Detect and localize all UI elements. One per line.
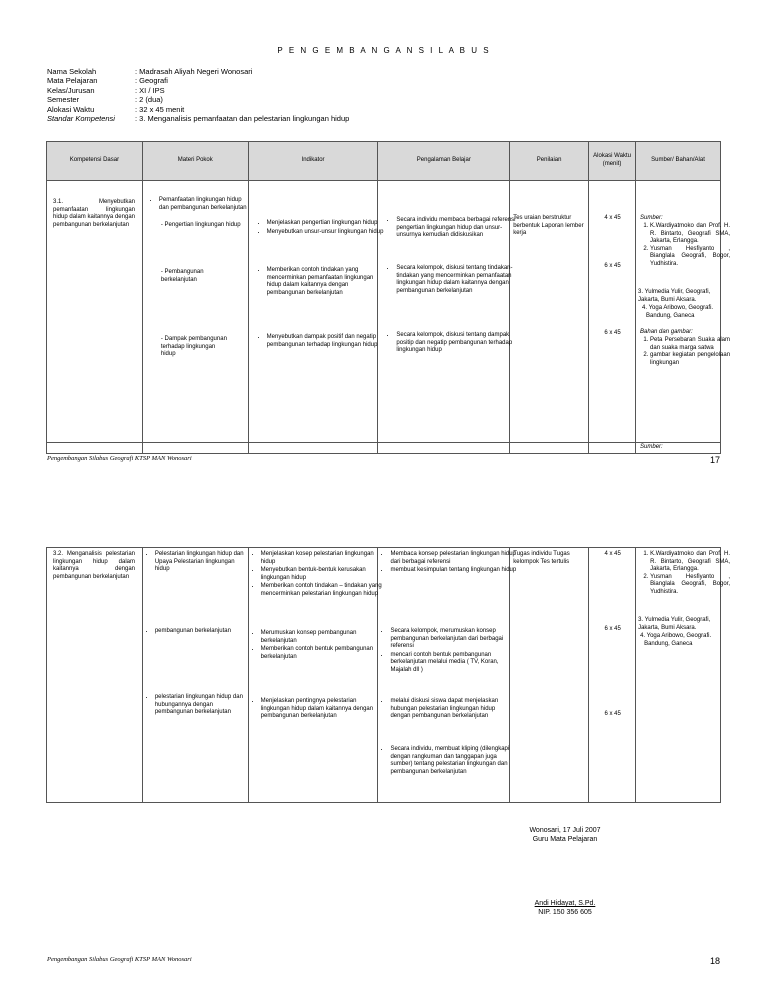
empty-cell	[510, 443, 589, 454]
sumber-item: 3. Yulmedia Yulir, Geografi, Jakarta, Bumi Aksara.	[638, 617, 711, 631]
sumber-item: 2. Yusman Hesfiyanto , Bianglala Geografi, Bogor, Yudhistira.	[650, 574, 730, 597]
col-header-sumber: Sumber/ Bahan/Alat	[636, 142, 721, 181]
pengalaman-item: • Secara kelompok, diskusi tentang tindakan-tindakan yang mencerminkan pemanfaatan lingkungan hidup dalam kaitannya dengan pembangunan berkelanjutan	[396, 265, 516, 295]
syllabus-table-page1	[46, 141, 731, 454]
pengalaman-list	[384, 332, 516, 356]
pengalaman-item: • Membaca konsep pelestarian lingkungan hidup dari berbagai referensi	[390, 551, 516, 566]
pengalaman-list	[384, 265, 516, 296]
indikator-item: • Menjelaskan pentingnya pelestarian lingkungan hidup dalam kaitannya dengan pembangunan berkelanjutan	[261, 698, 385, 721]
pengalaman-item: • Secara individu membaca berbagai referensi pengertian lingkungan hidup dan unsur-unsurnya kemudian didiskusikan	[396, 217, 516, 240]
page-number: 17	[710, 455, 721, 465]
materi-cell	[142, 181, 248, 443]
alokasi-value: 6 x 45	[604, 711, 621, 717]
materi-list	[143, 628, 245, 637]
indikator-item: • Memberikan contoh bentuk pembangunan berkelanjutan	[261, 646, 385, 661]
col-header-pengalaman: Pengalaman Belajar	[378, 142, 510, 181]
materi-list	[143, 551, 245, 575]
penilaian-cell	[510, 181, 589, 443]
sumber-item: 4. Yoga Aribowo, Geografi. Bandung, Ganeca	[642, 305, 714, 319]
footer-text: Pengembangan Silabus Geografi KTSP MAN Wonosari	[47, 455, 192, 462]
kd-text: 3.2. Menganalisis pelestarian lingkungan hidup dalam kaitannya dengan pembangunan berkelanjutan	[53, 551, 135, 580]
materi-item: • Pelestarian lingkungan hidup dan Upaya Pelestarian lingkungan hidup	[155, 551, 245, 574]
meta-row	[47, 67, 349, 76]
sumber-label: Sumber:	[640, 444, 663, 450]
pengalaman-list	[378, 746, 516, 777]
kd-cell	[47, 181, 143, 443]
sign-role: Guru Mata Pelajaran	[532, 836, 598, 843]
empty-cell	[378, 443, 510, 454]
sign-place-date: Wonosari, 17 Juli 2007	[529, 827, 601, 834]
alokasi-cell	[589, 181, 636, 443]
meta-key: Standar Kompetensi	[47, 114, 115, 124]
indikator-item: • Merumuskan konsep pembangunan berkelanjutan	[261, 630, 385, 645]
materi-list	[143, 694, 245, 718]
pengalaman-cell	[378, 548, 517, 803]
meta-key: Nama Sekolah	[47, 67, 97, 76]
indikator-list	[255, 220, 385, 237]
pengalaman-list	[384, 217, 516, 241]
sumber-cell	[636, 443, 721, 454]
meta-key: Semester	[47, 95, 80, 105]
meta-row	[47, 86, 349, 95]
sumber-list	[638, 223, 730, 269]
sumber-item: 2. Yusman Hesfiyanto , Bianglala Geografi, Bogor, Yudhistira.	[650, 246, 730, 269]
document-title: P E N G E M B A N G A N S I L A B U S	[277, 46, 491, 55]
meta-value: : XI / IPS	[135, 85, 165, 95]
penilaian-cell	[510, 548, 589, 803]
materi-item: • Pemanfaatan lingkungan hidup dan pembangunan berkelanjutan	[159, 197, 251, 212]
indikator-item: • Menjelaskan pengertian lingkungan hidup	[267, 220, 385, 228]
col-header-indikator: Indikator	[248, 142, 378, 181]
syllabus-table-page2	[46, 547, 731, 803]
sign-nip: NIP. 150 356 605	[538, 909, 592, 916]
meta-row	[47, 76, 349, 85]
indikator-item: • Menyebutkan dampak positif dan negatip pembangunan terhadap lingkungan hidup	[267, 334, 385, 349]
alokasi-value: 6 x 45	[604, 263, 621, 269]
pengalaman-item: • Secara kelompok, merumuskan konsep pembangunan berkelanjutan dari berbagai referensi	[390, 628, 516, 651]
meta-row	[47, 105, 349, 114]
empty-cell	[589, 443, 636, 454]
meta-value: : 2 (dua)	[135, 95, 163, 105]
indikator-list	[249, 551, 385, 600]
pengalaman-list	[378, 551, 516, 576]
materi-sub: - Pembangunan berkelanjutan	[160, 269, 204, 283]
alokasi-value: 6 x 45	[604, 626, 621, 632]
materi-sub: - Dampak pembangunan terhadap lingkungan hidup	[160, 336, 227, 358]
bahan-item: 2. gambar kegiatan pengelolaan lingkungan	[650, 352, 730, 367]
pengalaman-item: • Secara kelompok, diskusi tentang dampak positip dan negatip pembangunan terhadap lingkungan hidup	[396, 332, 516, 355]
indikator-list	[255, 267, 385, 298]
alokasi-value: 6 x 45	[604, 330, 621, 336]
meta-value: : Madrasah Aliyah Negeri Wonosari	[135, 67, 253, 76]
page-number: 18	[710, 956, 721, 966]
alokasi-value: 4 x 45	[604, 551, 621, 557]
empty-cell	[142, 443, 248, 454]
pengalaman-cell	[378, 181, 516, 443]
meta-key: Mata Pelajaran	[47, 76, 98, 86]
pengalaman-item: • membuat kesimpulan tentang lingkungan hidup	[390, 567, 516, 575]
meta-key: Kelas/Jurusan	[47, 85, 95, 95]
pengalaman-item: • melalui diskusi siswa dapat menjelaskan hubungan pelestarian lingkungan hidup dengan pembangunan berkelanjutan	[390, 698, 516, 721]
col-header-alokasi: Alokasi Waktu (menit)	[589, 142, 636, 181]
sumber-label: Sumber:	[640, 215, 663, 221]
indikator-item: • Memberikan contoh tindakan – tindakan yang mencerminkan pelestarian lingkungan hidup	[261, 583, 385, 598]
sumber-item: 3. Yulmedia Yulir, Geografi, Jakarta, Bumi Aksara.	[638, 289, 711, 303]
bahan-label: Bahan dan gambar:	[640, 329, 693, 335]
bahan-list	[638, 337, 730, 367]
meta-key: Alokasi Waktu	[47, 104, 95, 114]
pengalaman-list	[378, 628, 516, 676]
materi-item: • pembangunan berkelanjutan	[155, 628, 245, 636]
empty-cell	[248, 443, 378, 454]
empty-cell	[47, 443, 143, 454]
meta-value: : 32 x 45 menit	[135, 104, 185, 114]
indikator-item: • Menyebutkan bentuk-bentuk kerusakan lingkungan hidup	[261, 567, 385, 582]
indikator-list	[255, 334, 385, 350]
sumber-item: 4. Yoga Aribowo, Geografi. Bandung, Ganeca	[640, 633, 712, 647]
col-header-materi: Materi Pokok	[142, 142, 248, 181]
indikator-cell	[248, 548, 382, 803]
sumber-item: 1. K.Wardiyatmoko dan Prof. H. R. Bintarto, Geografi SMA, Jakarta, Erlangga.	[650, 223, 730, 246]
sumber-cell	[636, 181, 731, 443]
signature-block	[500, 826, 630, 844]
indikator-item: • Menyebutkan unsur-unsur lingkungan hidup	[267, 229, 385, 237]
bahan-item: 1. Peta Persebaran Suaka alam dan suaka marga satwa	[650, 337, 730, 352]
meta-row	[47, 95, 349, 104]
col-header-penilaian: Penilaian	[510, 142, 589, 181]
meta-value: : 3. Menganalisis pemanfaatan dan pelestarian lingkungan hidup	[135, 114, 350, 124]
footer-text: Pengembangan Silabus Geografi KTSP MAN Wonosari	[47, 956, 192, 963]
indikator-item: • Memberikan contoh tindakan yang mencerminkan pemanfaatan lingkungan hidup dalam kaitannya dengan pembangunan berkelanjutan	[267, 267, 385, 297]
materi-item: • pelestarian lingkungan hidup dan hubungannya dengan pembangunan berkelanjutan	[155, 694, 245, 717]
signature-name-block	[500, 899, 630, 917]
materi-sub: - Pengertian lingkungan hidup	[160, 222, 241, 228]
pengalaman-item: • Secara individu, membuat kliping (dilengkapi dengan rangkuman dan tanggapan juga sumber) tentang pelestarian lingkungan dan pembangunan berkelanjutan	[390, 746, 516, 776]
meta-row	[47, 114, 349, 123]
penilaian-text: Tugas individu Tugas kelompok Tes tertulis	[513, 551, 570, 565]
sumber-cell	[636, 548, 731, 803]
indikator-item: • Menjelaskan kosep pelestarian lingkungan hidup	[261, 551, 385, 566]
kd-text: 3.1. Menyebutkan pemanfaatan lingkungan hidup dalam kaitannya dengan pembangunan berkelanjutan	[53, 199, 135, 228]
pengalaman-list	[378, 698, 516, 722]
indikator-list	[249, 698, 385, 722]
indikator-list	[249, 630, 385, 662]
materi-list	[147, 197, 251, 213]
penilaian-text: Tes uraian berstruktur berbentuk Laporan lember kerja	[513, 215, 584, 237]
col-header-kd: Kompetensi Dasar	[47, 142, 143, 181]
alokasi-cell	[589, 548, 636, 803]
sign-name: Andi Hidayat, S.Pd.	[534, 900, 596, 907]
indikator-cell	[248, 181, 384, 443]
meta-value: : Geografi	[135, 76, 168, 86]
materi-cell	[142, 548, 248, 803]
pengalaman-item: • mencari contoh bentuk pembangunan berkelanjutan melalui media ( TV, Koran, Majalah dll )	[390, 652, 516, 675]
sumber-list	[638, 551, 730, 597]
alokasi-value: 4 x 45	[604, 215, 621, 221]
kd-cell	[47, 548, 143, 803]
sumber-item: 1. K.Wardiyatmoko dan Prof. H. R. Bintarto, Geografi SMA, Jakarta, Erlangga.	[650, 551, 730, 574]
syllabus-meta	[47, 67, 349, 123]
